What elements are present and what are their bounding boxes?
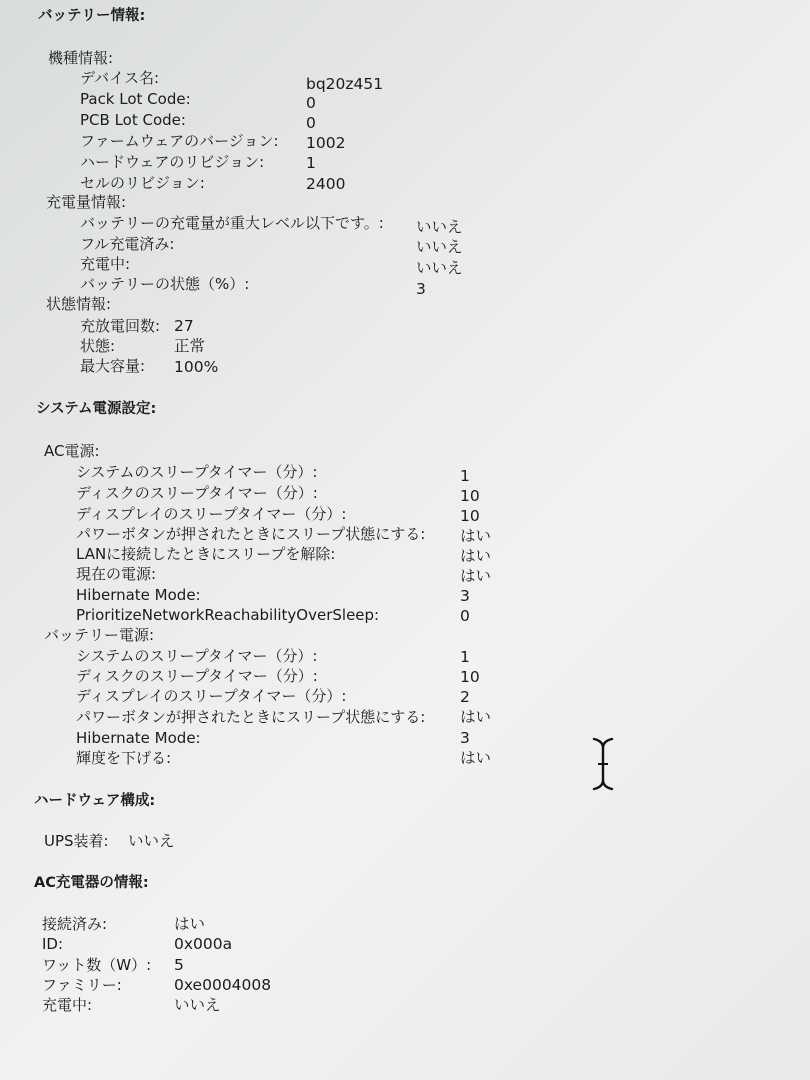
battery-power-value: はい [460,708,492,726]
charge-label: 充電中: [80,255,131,273]
model-value: 1002 [306,134,346,152]
charge-label: バッテリーの状態（%）: [80,275,250,293]
ac-power-value: はい [460,527,492,545]
battery-info-heading: バッテリー情報: [38,8,146,24]
ac-power-label: LANに接続したときにスリープを解除: [76,545,336,563]
health-info-heading: 状態情報: [46,295,112,313]
model-label: Pack Lot Code: [80,90,191,108]
battery-power-heading: バッテリー電源: [44,626,155,644]
model-info-heading: 機種情報: [48,49,114,67]
ups-value: いいえ [128,832,175,850]
battery-power-label: システムのスリープタイマー（分）: [76,647,318,665]
charger-value: 5 [174,956,184,974]
charger-label: ID: [42,935,64,953]
ac-power-heading: AC電源: [44,442,100,460]
ac-power-value: 0 [460,607,470,625]
charger-value: はい [174,915,206,933]
battery-power-label: パワーボタンが押されたときにスリープ状態にする: [76,708,426,726]
charge-value: いいえ [416,218,463,236]
charger-value: 0xe0004008 [174,976,272,994]
model-value: 0 [306,94,316,112]
ac-power-label: ディスクのスリープタイマー（分）: [76,484,318,502]
battery-power-value: 2 [460,688,470,706]
ac-power-label: Hibernate Mode: [76,586,201,604]
health-label: 最大容量: [80,357,146,375]
ups-label: UPS装着: [44,832,109,850]
health-label: 状態: [80,337,116,355]
ac-power-value: 10 [460,487,480,505]
charger-value: 0x000a [174,935,233,953]
model-label: セルのリビジョン: [80,174,205,192]
battery-power-value: 10 [460,668,480,686]
health-label: 充放電回数: [80,317,161,335]
charger-label: ワット数（W）: [42,956,152,974]
health-value: 正常 [174,337,206,355]
battery-power-label: Hibernate Mode: [76,729,201,747]
ac-power-label: パワーボタンが押されたときにスリープ状態にする: [76,525,426,543]
ac-power-value: 3 [460,587,470,605]
charger-label: 充電中: [42,996,93,1014]
charge-value: 3 [416,280,426,298]
model-label: ハードウェアのリビジョン: [80,153,265,171]
battery-power-value: 3 [460,729,470,747]
charger-label: 接続済み: [42,915,108,933]
text-cursor-icon [588,736,618,792]
charger-label: ファミリー: [42,976,122,994]
hardware-config-heading: ハードウェア構成: [34,793,156,809]
charge-value: いいえ [416,238,463,256]
ac-power-label: ディスプレイのスリープタイマー（分）: [76,505,347,523]
charger-value: いいえ [174,996,221,1014]
model-value: bq20z451 [306,75,384,93]
battery-power-label: ディスプレイのスリープタイマー（分）: [76,687,347,705]
ac-power-label: システムのスリープタイマー（分）: [76,463,318,481]
ac-power-value: はい [460,547,492,565]
ac-power-value: はい [460,567,492,585]
model-value: 1 [306,154,316,172]
power-settings-heading: システム電源設定: [36,401,157,417]
battery-power-label: ディスクのスリープタイマー（分）: [76,667,318,685]
charge-label: フル充電済み: [80,235,175,253]
ac-power-label: 現在の電源: [76,565,157,583]
model-label: PCB Lot Code: [80,111,186,129]
ac-charger-heading: AC充電器の情報: [34,875,149,891]
model-label: ファームウェアのバージョン: [80,132,279,150]
health-value: 27 [174,317,194,335]
ac-power-label: PrioritizeNetworkReachabilityOverSleep: [76,606,380,624]
charge-info-heading: 充電量情報: [46,193,127,211]
model-value: 2400 [306,175,346,193]
ac-power-value: 10 [460,507,480,525]
health-value: 100% [174,358,219,376]
battery-power-label: 輝度を下げる: [76,749,172,767]
battery-power-value: 1 [460,648,470,666]
charge-label: バッテリーの充電量が重大レベル以下です。: [80,214,384,232]
ac-power-value: 1 [460,467,470,485]
charge-value: いいえ [416,259,463,277]
model-label: デバイス名: [80,69,160,87]
model-value: 0 [306,114,316,132]
battery-power-value: はい [460,749,492,767]
